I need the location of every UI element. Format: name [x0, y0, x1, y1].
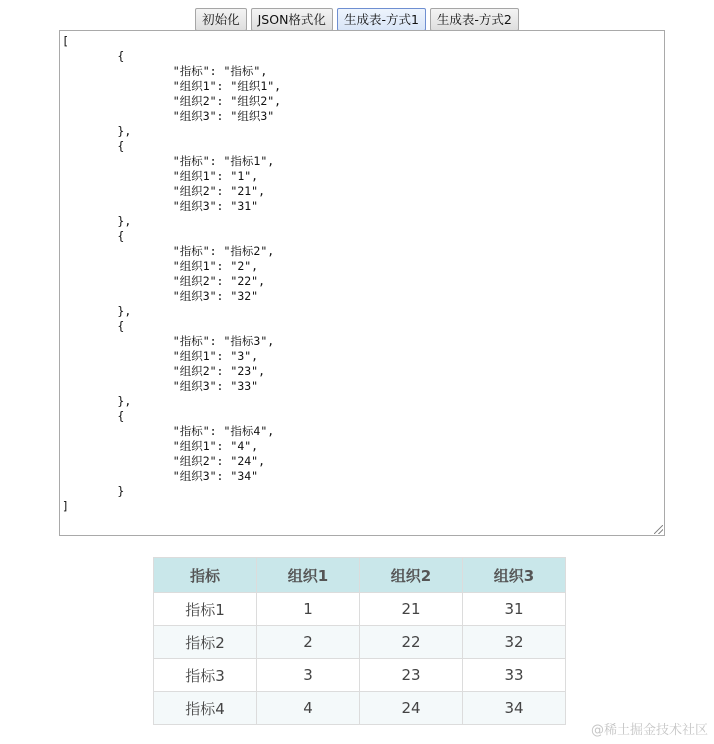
watermark: @稀土掘金技术社区: [590, 723, 708, 738]
table-cell: 2: [257, 626, 360, 659]
table-row: [154, 659, 566, 692]
table-cell: 33: [463, 659, 566, 692]
table-header-cell: 组织3: [463, 558, 566, 593]
json-format-button[interactable]: JSON格式化: [251, 8, 333, 31]
table-row: [154, 593, 566, 626]
json-textarea[interactable]: [59, 30, 665, 536]
toolbar: [0, 8, 714, 31]
table-cell: 指标4: [154, 692, 257, 725]
table-cell: 指标2: [154, 626, 257, 659]
table-cell: 31: [463, 593, 566, 626]
table-header-row: [154, 558, 566, 593]
table-cell: 21: [360, 593, 463, 626]
table-cell: 指标3: [154, 659, 257, 692]
table-header-cell: 组织2: [360, 558, 463, 593]
table-cell: 34: [463, 692, 566, 725]
table-cell: 1: [257, 593, 360, 626]
json-text[interactable]: [ { "指标": "指标", "组织1": "组织1", "组织2": "组织2", "组织3": "组织3" }, { "指标": "指标1", "组织1": "1", "组织2": "21", "组织3": "31" }, { "指标": "指标2", "组织1": "2", "组织2": "22", "组织3": "32" }, { "指标": "指标3", "组织1": "3", "组织2": "23", "组织3": "33" }, { "指标": "指标4", "组织1": "4", "组织2": "24", "组织3": "34" } ]: [62, 34, 282, 513]
generate-table-method2-button[interactable]: 生成表-方式2: [430, 8, 519, 31]
table-cell: 4: [257, 692, 360, 725]
result-table: [153, 557, 566, 725]
table-cell: 32: [463, 626, 566, 659]
init-button[interactable]: 初始化: [195, 8, 247, 31]
table-cell: 23: [360, 659, 463, 692]
resize-grip-icon[interactable]: [654, 525, 663, 534]
table-cell: 22: [360, 626, 463, 659]
table-row: [154, 626, 566, 659]
table-cell: 3: [257, 659, 360, 692]
table-cell: 指标1: [154, 593, 257, 626]
table-cell: 24: [360, 692, 463, 725]
table-row: [154, 692, 566, 725]
table-header-cell: 组织1: [257, 558, 360, 593]
table-header-cell: 指标: [154, 558, 257, 593]
generate-table-method1-button[interactable]: 生成表-方式1: [337, 8, 426, 31]
